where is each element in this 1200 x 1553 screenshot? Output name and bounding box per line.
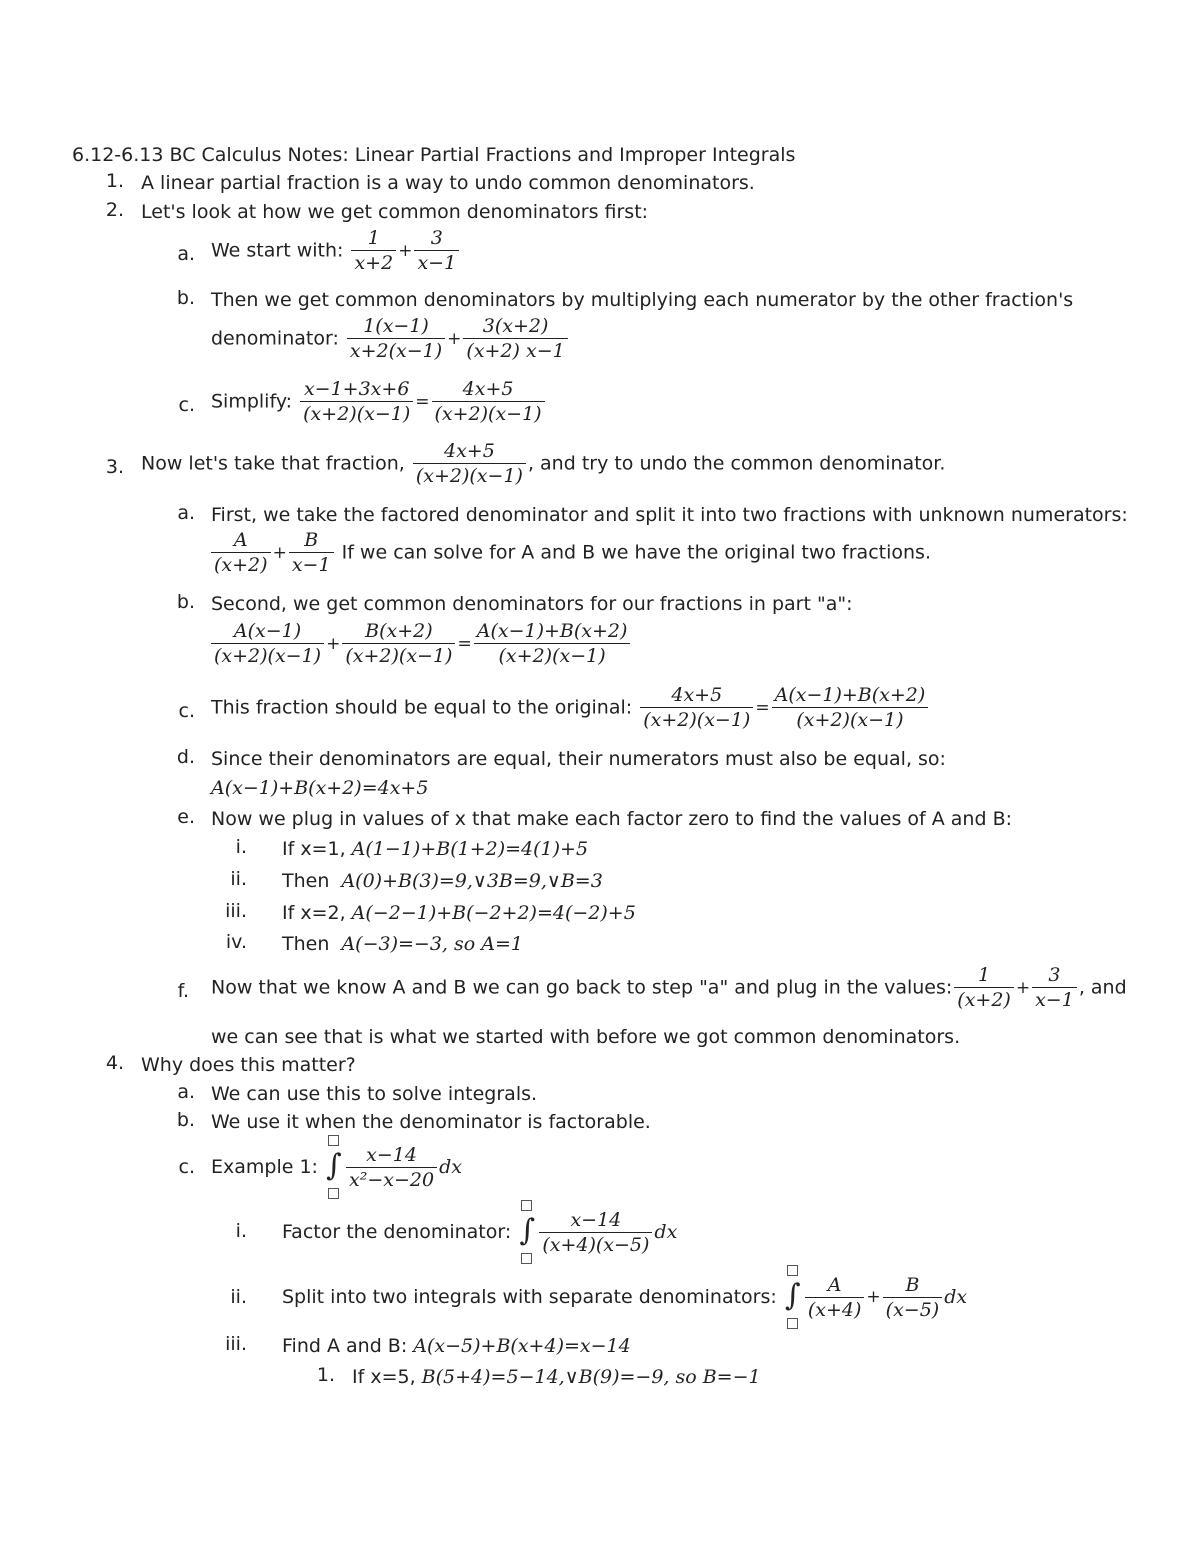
list-number: 3. xyxy=(105,456,124,478)
fraction: $\frac{x-14}{(x+4)(x-5)}$ xyxy=(539,1208,652,1257)
roman-item-text: If x=2, xyxy=(282,902,346,924)
list-item-text: , and try to undo the common denominator. xyxy=(527,452,946,475)
roman-item: Split into two integrals with separate denominators: ∫ $\frac{A}{(x+4)}$ + $\frac{B}{(x-5)}$ dx xyxy=(282,1265,967,1329)
sub-label: b. xyxy=(176,591,195,613)
sub-item-text: denominator: xyxy=(211,327,339,350)
page-title: 6.12-6.13 BC Calculus Notes: Linear Partial Fractions and Improper Integrals xyxy=(72,144,796,166)
fraction: $\frac{x-14}{\text{x²−x−20}}$ xyxy=(346,1143,437,1192)
sub-item-text: If we can solve for A and B we have the original two fractions. xyxy=(341,541,931,564)
equation: A(−3)=−3, so A=1 xyxy=(341,933,523,955)
fraction: $\frac{3}{x-1}$ xyxy=(414,226,459,275)
equation: B(5+4)=5−14,∨B(9)=−9, so B=−1 xyxy=(421,1366,761,1388)
roman-item xyxy=(282,836,588,862)
roman-item-text: Split into two integrals with separate denominators: xyxy=(282,1286,777,1308)
fraction: $\frac{A(x-1)+B(x+2)}{(x+2)(x-1)}$ xyxy=(474,619,631,668)
sub-item: This fraction should be equal to the original: $\frac{4x+5}{(x+2)(x-1)}$ = $\frac{A(x-1)+B(x+2)}{(x+2)(x-1)}$ xyxy=(211,683,930,732)
list-item-text: Now let's take that fraction, xyxy=(141,452,405,475)
equation: A(0)+B(3)=9,∨3B=9,∨B=3 xyxy=(341,870,603,892)
sub-item: Since their denominators are equal, their numerators must also be equal, so: xyxy=(211,748,946,770)
integral-icon: ∫ xyxy=(517,1200,537,1264)
roman-item xyxy=(282,900,636,926)
sub-item-text: We start with: xyxy=(211,239,344,262)
roman-label: i. xyxy=(235,836,247,858)
fraction: $\frac{3}{x-1}$ xyxy=(1032,963,1077,1012)
roman-item-text: Then xyxy=(282,933,330,955)
list-item xyxy=(141,439,945,488)
differential: dx xyxy=(944,1286,968,1308)
roman-label: i. xyxy=(235,1220,247,1242)
fraction: $\frac{B(x+2)}{(x+2)(x-1)}$ xyxy=(342,619,455,668)
sub-label: a. xyxy=(177,1081,195,1103)
fraction: $\frac{4x+5}{(x+2)(x-1)}$ xyxy=(413,439,526,488)
roman-label: iii. xyxy=(225,900,247,922)
fraction: $\frac{x-1+3x+6}{(x+2)(x-1)}$ xyxy=(300,377,413,426)
sub-item: Now we plug in values of x that make each factor zero to find the values of A and B: xyxy=(211,808,1013,830)
list-number: 1. xyxy=(105,170,124,192)
sub-label: e. xyxy=(177,806,195,828)
differential: dx xyxy=(654,1221,678,1243)
sub-item: Now that we know A and B we can go back to step "a" and plug in the values: $\frac{1}{(x+2)}$ + $\frac{3}{x-1}$ , and xyxy=(211,964,1127,1011)
sub-item xyxy=(211,1135,462,1199)
fraction: $\frac{1}{(x+2)}$ xyxy=(954,963,1014,1012)
roman-item xyxy=(282,1200,677,1264)
roman-label: ii. xyxy=(230,868,247,890)
fraction: $\frac{B}{(x-5)}$ xyxy=(883,1273,943,1322)
sub-item: Simplify: $\frac{x-1+3x+6}{(x+2)(x-1)}$ = $\frac{4x+5}{(x+2)(x-1)}$ xyxy=(211,377,547,426)
equation: A(−2−1)+B(−2+2)=4(−2)+5 xyxy=(351,902,636,924)
integral-icon: ∫ xyxy=(324,1135,344,1199)
sub-item: We can use this to solve integrals. xyxy=(211,1083,538,1105)
sub-label: c. xyxy=(178,394,195,416)
sub-item-text: Simplify: xyxy=(211,390,293,413)
sub-item: First, we take the factored denominator and split it into two fractions with unknown numerators: xyxy=(211,504,1128,526)
roman-label: iii. xyxy=(225,1333,247,1355)
roman-item xyxy=(282,868,603,894)
fraction: $\frac{A}{(x+2)}$ xyxy=(211,528,271,577)
sub-item-cont: $\frac{A(x-1)}{(x+2)(x-1)}$ + $\frac{B(x+2)}{(x+2)(x-1)}$ = $\frac{A(x-1)+B(x+2)}{(x+2)(x-1)}$ xyxy=(209,619,632,668)
sub-item-text: Now that we know A and B we can go back to step "a" and plug in the values: xyxy=(211,976,953,999)
sub-label: d. xyxy=(176,746,195,768)
roman-item-text: If x=1, xyxy=(282,838,346,860)
sub-item-text: Example 1: xyxy=(211,1156,318,1178)
equation: A(x−1)+B(x+2)=4x+5 xyxy=(211,777,429,799)
sub-item-text: This fraction should be equal to the original: xyxy=(211,696,633,719)
number-label: 1. xyxy=(316,1364,335,1386)
sub-label: c. xyxy=(178,700,195,722)
roman-item-text: Find A and B: xyxy=(282,1335,408,1357)
roman-label: iv. xyxy=(225,931,247,953)
fraction: $\frac{1}{x+2}$ xyxy=(351,226,396,275)
roman-item-text: Then xyxy=(282,870,330,892)
fraction: $\frac{A}{(x+4)}$ xyxy=(805,1273,865,1322)
roman-item-text: Factor the denominator: xyxy=(282,1221,512,1243)
roman-item xyxy=(282,1333,631,1359)
sub-item-cont: $\frac{A}{(x+2)}$ + $\frac{B}{x-1}$ If we can solve for A and B we have the original two fractions. xyxy=(209,528,931,577)
fraction: $\frac{A(x-1)+B(x+2)}{(x+2)(x-1)}$ xyxy=(772,683,929,732)
list-number: 4. xyxy=(105,1052,124,1074)
equation: A(1−1)+B(1+2)=4(1)+5 xyxy=(351,838,589,860)
fraction: $\frac{4x+5}{(x+2)(x-1)}$ xyxy=(640,683,753,732)
sub-label: b. xyxy=(176,287,195,309)
fraction: $\frac{B}{x-1}$ xyxy=(289,528,334,577)
sub-label: f. xyxy=(177,980,189,1002)
sub-label: a. xyxy=(177,243,195,265)
fraction: $\frac{3(x+2)}{(x+2) x-1}$ xyxy=(463,314,567,363)
sub-item-cont: we can see that is what we started with before we got common denominators. xyxy=(211,1026,961,1048)
fraction: $\frac{1(x-1)}{x+2(x-1)}$ xyxy=(347,314,445,363)
equation: A(x−5)+B(x+4)=x−14 xyxy=(413,1335,631,1357)
fraction: $\frac{A(x-1)}{(x+2)(x-1)}$ xyxy=(211,619,324,668)
list-number: 2. xyxy=(105,199,124,221)
sub-item-cont: denominator: $\frac{1(x-1)}{x+2(x-1)}$ + $\frac{3(x+2)}{(x+2) x-1}$ xyxy=(211,314,570,363)
sub-item: Second, we get common denominators for our fractions in part "a": xyxy=(211,593,853,615)
sub-label: a. xyxy=(177,502,195,524)
fraction: $\frac{4x+5}{(x+2)(x-1)}$ xyxy=(432,377,545,426)
roman-item xyxy=(282,931,523,957)
sub-item: We use it when the denominator is factorable. xyxy=(211,1111,651,1133)
sub-label: c. xyxy=(178,1156,195,1178)
sub-item: Then we get common denominators by multiplying each numerator by the other fraction's xyxy=(211,289,1074,311)
list-item: Why does this matter? xyxy=(141,1054,356,1076)
list-item: A linear partial fraction is a way to undo common denominators. xyxy=(141,172,755,194)
differential: dx xyxy=(439,1156,462,1178)
integral-icon: ∫ xyxy=(783,1265,803,1329)
roman-label: ii. xyxy=(230,1286,247,1308)
number-item-text: If x=5, xyxy=(352,1366,416,1388)
list-item: Let's look at how we get common denominators first: xyxy=(141,201,649,223)
number-item xyxy=(352,1364,761,1390)
sub-item-text: , and xyxy=(1078,976,1127,999)
sub-label: b. xyxy=(176,1109,195,1131)
sub-item: We start with: $\frac{1}{x+2}$ + $\frac{3}{x-1}$ xyxy=(211,226,461,275)
